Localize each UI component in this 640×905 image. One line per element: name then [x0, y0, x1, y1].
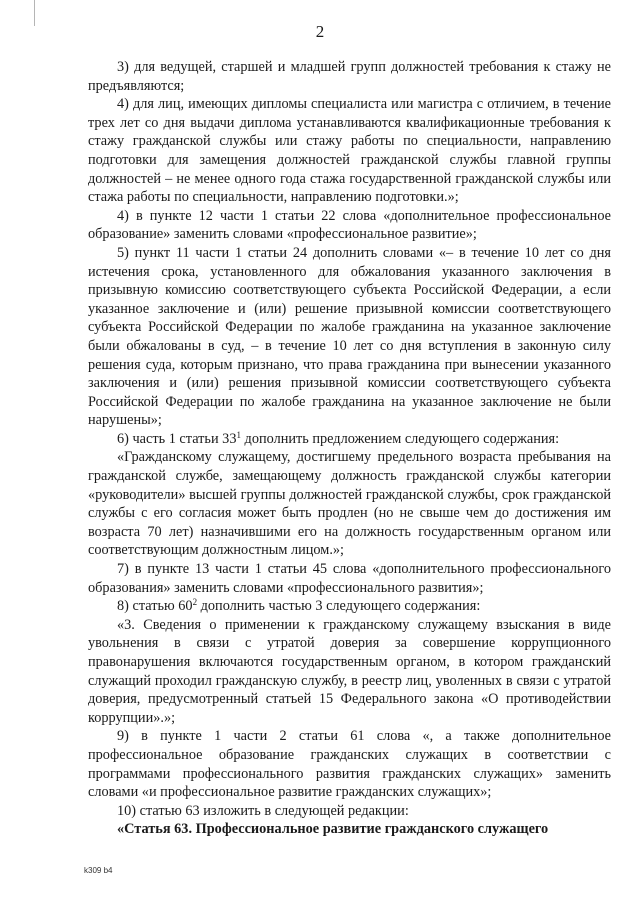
paragraph: 4) в пункте 12 части 1 статьи 22 слова «дополнительное профессиональное образование» заменить словами «профессиональное развитие»; — [88, 207, 611, 243]
paragraph — [88, 430, 611, 449]
paragraph-text: 8) статью 60 — [117, 598, 193, 615]
paragraph — [88, 597, 611, 616]
document-body — [88, 58, 611, 839]
paragraph-text: дополнить предложением следующего содержания: — [240, 430, 560, 447]
paragraph: «3. Сведения о применении к гражданскому служащему взыскания в виде увольнения в связи с утратой доверия за совершение коррупционного правонарушения включаются государственным органом, в котором гражданский служащий проходил гражданскую службу, в реестр лиц, уволенных в связи с утратой доверия, предусмотренный статьей 15 Федерального закона «О противодействии коррупции».»; — [88, 616, 611, 726]
paragraph-text: дополнить частью 3 следующего содержания: — [197, 598, 481, 615]
paragraph: 9) в пункте 1 части 2 статьи 61 слова «, а также дополнительное профессиональное образование гражданских служащих в соответствии с программами профессионального развития гражданских служащих» заменить словами «и профессиональное развитие гражданских служащих»; — [88, 728, 611, 801]
superscript-index: 1 — [236, 429, 241, 440]
paragraph: 5) пункт 11 части 1 статьи 24 дополнить словами «– в течение 10 лет со дня истечения срока, установленного для обжалования указанного заключения в призывную комиссию соответствующего субъекта Российской Федерации, а если указанное заключение и (или) решение призывной комиссии соответствующего субъекта Российской Федерации по жалобе гражданина на указанное заключение были обжалованы в суд, – в течение 10 лет со дня вступления в законную силу решения суда, которым признано, что права гражданина при вынесении указанного заключения и (или) решения призывной комиссии соответствующего субъекта Российской Федерации по жалобе гражданина на указанное заключение не были нарушены»; — [88, 244, 611, 429]
article-heading: «Статья 63. Профессиональное развитие гражданского служащего — [117, 821, 549, 838]
paragraph: 7) в пункте 13 части 1 статьи 45 слова «дополнительного профессионального образования» заменить словами «профессионального развития»; — [88, 561, 611, 596]
paragraph: «Гражданскому служащему, достигшему предельного возраста пребывания на гражданской службе, замещающему должность гражданской службы категории «руководители» высшей группы должностей гражданской службы, срок гражданской службы с его согласия может быть продлен (но не свыше чем до достижения им возраста 70 лет) назначившими его на должность государственным органом или соответствующим должностным лицом.»; — [88, 449, 611, 559]
footer-code: k309 b4 — [84, 866, 113, 875]
paragraph: 4) для лиц, имеющих дипломы специалиста или магистра с отличием, в течение трех лет со дня выдачи диплома устанавливаются квалификационные требования к стажу гражданской службы или стажу работы по специальности, направлению подготовки для замещения должностей гражданской службы главной группы должностей – не менее одного года стажа государственной гражданской службы или стажа работы по специальности, направлению подготовки.»; — [88, 96, 611, 206]
paragraph: 10) статью 63 изложить в следующей редакции: — [117, 802, 409, 819]
paragraph-text: 6) часть 1 статьи 33 — [117, 430, 237, 447]
paragraph: 3) для ведущей, старшей и младшей групп должностей требования к стажу не предъявляются; — [88, 59, 611, 94]
page-number: 2 — [315, 22, 325, 41]
superscript-index: 2 — [192, 597, 198, 608]
